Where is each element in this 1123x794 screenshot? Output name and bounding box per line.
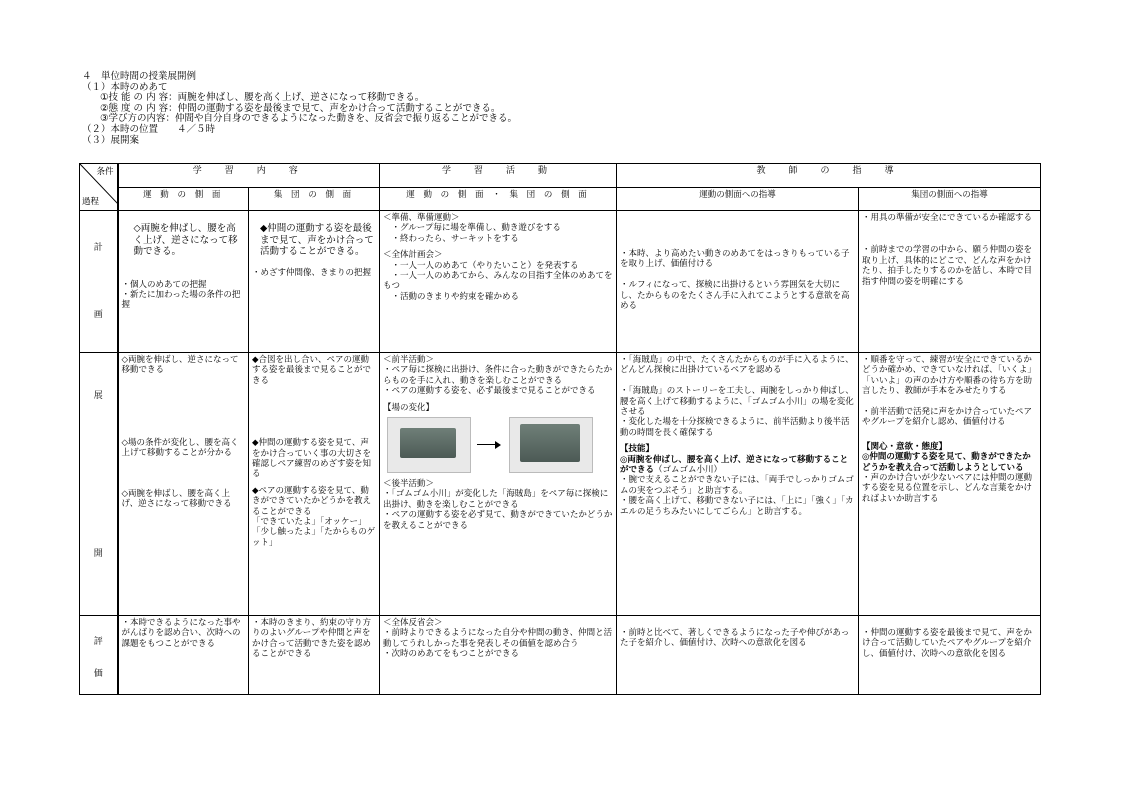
corner-bottom-label: 過程 [82,196,100,207]
venue-before-photo [387,417,471,473]
aim-heading: （１）本時のめあて [82,81,168,93]
plan-teacher-group-1: ・用具の準備が安全にできているか確認する [862,213,1033,223]
dev-activity-first: ＜前半活動＞ ・ペア毎に探検に出掛け、条件に合った動きができたらたからものを手に入れ、動きを楽しむことができる ・ペアの運動する姿を、必ず最後まで見ることができる [383,355,613,397]
plan-teacher-group-2: ・前時までの学習の中から、願う仲間の姿を取り上げ、具体的にどこで、どんな声をかけたり、拍手したりするのかを話し、本時で目指す仲間の姿を明確にする [862,245,1033,287]
sub-teacher-group: 集団の側面への指導 [859,188,1041,211]
dev-group-3: ◆ペアの運動する姿を見て、動きができていたかどうかを教えることができる [252,485,372,517]
sub-activity: 運 動 の 側 面 ・ 集 団 の 側 面 [380,188,617,211]
dev-teacher-skill-goal: ◎両腕を伸ばし、腰を高く上げ、逆さになって移動することができる [620,454,849,476]
stage-plan-char-1: 計 [93,243,103,254]
venue-change-figure [387,417,613,473]
eval-group-cell [249,616,380,695]
venue-after-photo [509,417,593,473]
lesson-plan-table [79,163,1041,695]
eval-group: ・本時のきまり、約束の守り方りのよいグループや仲間と声をかけ合って活動できた姿を認めることができる [252,618,372,660]
dev-teacher-motion-cell [617,353,859,616]
stage-dev-char-1: 展 [93,390,103,401]
col-learning-content: 学 習 内 容 [118,164,380,188]
plan-teacher-group-cell [859,211,1041,353]
dev-teacher-group-2: ・声のかけ合いが少ないペアには仲間の運動する姿を見る位置を示し、どんな言葉をかければよいか助言する [862,473,1033,504]
row-evaluation [80,616,1041,695]
eval-activity-cell [380,616,617,695]
aim-method: ③学び方の内容：仲間や自分自身のできるようになった動きを、反省会で振り返ることができる。 [100,113,518,125]
plan-group-aim: ◆仲間の運動する姿を最後まで見て、声をかけ合って活動することができる。 [260,223,374,257]
dev-teacher-group-goal: ◎仲間の運動する姿を見て、動きができたかどうかを教え合って活動しようとしている [862,452,1031,473]
sub-group: 集 団 の 側 面 [249,188,380,211]
corner-cell [80,164,118,211]
stage-eval-char-2: 価 [93,669,103,679]
lesson-position: （２）本時の位置 ４／５時 [82,123,216,135]
stage-dev-char-2: 開 [93,549,103,559]
plan-group-notes: ・めざす仲間像、きまりの把握 [252,267,372,278]
dev-activity-second: ＜後半活動＞ ・「ゴムゴム小川」が変化した「海賊島」をペア毎に探検に出掛け、動きを楽しむことができる ・ペアの運動する姿を必ず見て、動きができていたかどうかを教えることができる [383,479,613,531]
sub-motion: 運 動 の 側 面 [118,188,249,211]
dev-group-2: ◆仲間の運動する姿を見て、声をかけ合っていく事の大切さを確認しペア練習のめざす姿を知る [252,438,372,480]
stage-eval-char-1: 評 [93,636,103,647]
eval-motion: ・本時できるようになった事やがんばりを認め合い、次時への課題をもつことができる [121,618,241,649]
dev-group-3-quote: 「できていたよ」「オッケー」「少し触ったよ」「たからものゲット」 [252,517,376,548]
plan-activity-prep: ＜準備、準備運動＞ ・グループ毎に場を準備し、動き遊びをする ・終わったら、サーキットをする [383,213,561,244]
row-plan [80,211,1041,353]
dev-teacher-skill-goal-note: （ゴムゴム小川） [654,465,723,476]
dev-teacher-motion-1: ・「海賊島」の中で、たくさんたからものが手に入るように、どんどん探検に出掛けているペアを認める ・「海賊島」のストーリーを工夫し、両腕をしっかり伸ばし、腰を高く上げて移動するように、「ゴムゴム小川」の場を変化させる ・変化した場を十分探検できるように、前半活動より後半活動の時間を長く確保する [620,355,854,438]
eval-motion-cell [118,616,249,695]
dev-activity-change-label: 【場の変化】 [383,402,435,413]
header-row-1 [80,164,1041,188]
dev-activity-cell [380,353,617,616]
plan-motion-cell [118,211,249,353]
dev-teacher-skill-label: 【技能】 [620,444,655,455]
document-header [82,72,517,146]
right-arrow-icon [477,440,503,450]
col-teacher-guidance: 教 師 の 指 導 [617,164,1041,188]
stage-plan [80,211,118,353]
col-learning-activity: 学 習 活 動 [380,164,617,188]
dev-teacher-group-cell [859,353,1041,616]
plan-teacher-motion-cell [617,211,859,353]
dev-teacher-group-1: ・順番を守って、練習が安全にできているかどうか確かめ、できていなければ、「いくよ」「いいよ」の声のかけ方や順番の待ち方を助言したり、教師が手本をみせたりする ・前半活動で活発に声をかけ合っていたペアやグループを紹介し認め、価値付ける [862,355,1036,428]
eval-teacher-group: ・仲間の運動する姿を最後まで見て、声をかけ合って活動していたペアやグループを紹介し、価値付け、次時への意欲化を図る [862,628,1032,659]
dev-group-1: ◆合図を出し合い、ペアの運動する姿を最後まで見ることができる [252,355,372,386]
plan-teacher-motion: ・本時、より高めたい動きのめあてをはっきりもっている子を取り上げ、価値付ける ・ルフィになって、探検に出掛けるという雰囲気を大切にし、たからものをたくさん手に入れてこようとする意欲を高める [620,249,850,312]
eval-teacher-motion: ・前時と比べて、著しくできるようになった子や伸びがあった子を紹介し、価値付け、次時への意欲化を図る [620,628,850,649]
dev-teacher-motion-2: ・腕で支えることができない子には、「両手でしっかりゴムゴムの実をつぶそう」と助言する。 ・腰を高く上げて、移動できない子には、「上に」「強く」「カエルの足うちみたいにしてごらん」と助言する。 [620,475,854,517]
dev-motion-3: ◇両腕を伸ばし、腰を高く上げ、逆さになって移動できる [121,488,232,510]
stage-development [80,353,118,616]
eval-teacher-group-cell [859,616,1041,695]
plan-activity-cell [380,211,617,353]
sub-teacher-motion: 運動の側面への指導 [617,188,859,211]
stage-plan-char-2: 画 [93,309,103,320]
plan-heading: （３）展開案 [82,134,140,146]
plan-activity-plan: ＜全体計画会＞ ・一人一人のめあて（やりたいこと）を発表する ・一人一人のめあてから、みんなの目指す全体のめあてをもつ ・活動のきまりや約束を確かめる [383,250,613,302]
eval-teacher-motion-cell [617,616,859,695]
dev-teacher-group-label: 【関心・意欲・態度】 [862,441,948,452]
dev-group-cell [249,353,380,616]
dev-motion-1: ◇両腕を伸ばし、逆さになって移動できる [121,355,239,376]
section-title: ４ 単位時間の授業展開例 [82,71,197,82]
plan-group-cell [249,211,380,353]
dev-motion-2: ◇場の条件が変化し、腰を高く上げて移動することが分かる [121,437,239,459]
plan-motion-notes: ・個人のめあての把握 ・新たに加わった場の条件の把握 [121,279,241,311]
corner-top-label: 条件 [96,167,114,177]
aim-skill: ①技 能 の 内 容：両腕を伸ばし、腰を高く上げ、逆さになって移動できる。 [100,92,425,104]
plan-motion-aim: ◇両腕を伸ばし、腰を高く上げ、逆さになって移動できる。 [133,223,238,257]
stage-evaluation [80,616,118,695]
aim-attitude: ②態 度 の 内 容：仲間の運動する姿を最後まで見て、声をかけ合って活動することができる。 [100,102,501,114]
eval-activity: ＜全体反省会＞ ・前時よりできるようになった自分や仲間の動き、仲間と活動してうれしかった事を発表しその価値を認め合う ・次時のめあてをもつことができる [383,618,613,660]
dev-motion-cell [118,353,249,616]
row-development [80,353,1041,616]
header-row-2 [80,188,1041,211]
